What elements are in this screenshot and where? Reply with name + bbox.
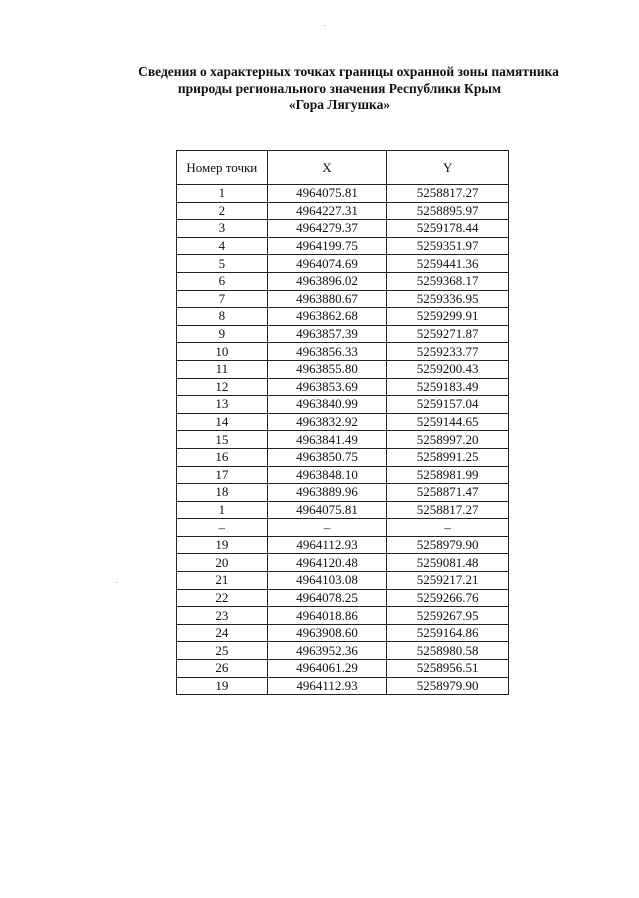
document-title — [0, 64, 639, 114]
table-body — [177, 185, 509, 695]
cell-x: 4964075.81 — [267, 185, 387, 203]
cell-x: 4963832.92 — [267, 413, 387, 431]
cell-x: 4963848.10 — [267, 466, 387, 484]
header-point-number: Номер точки — [177, 151, 268, 185]
scan-speck — [116, 582, 117, 583]
cell-y: 5259336.95 — [387, 290, 509, 308]
cell-point-number: 1 — [177, 501, 268, 519]
cell-y: 5259266.76 — [387, 589, 509, 607]
table-row — [177, 589, 509, 607]
table-header-row — [177, 151, 509, 185]
title-line-2: природы регионального значения Республики Крым — [177, 80, 502, 96]
cell-y: 5258980.58 — [387, 642, 509, 660]
cell-y: 5258817.27 — [387, 501, 509, 519]
cell-y: 5258817.27 — [387, 185, 509, 203]
cell-point-number: 19 — [177, 536, 268, 554]
cell-y: 5258979.90 — [387, 536, 509, 554]
cell-y: 5259267.95 — [387, 607, 509, 625]
cell-x: 4964103.08 — [267, 572, 387, 590]
cell-point-number: 11 — [177, 360, 268, 378]
cell-x: 4964112.93 — [267, 536, 387, 554]
cell-point-number: 8 — [177, 308, 268, 326]
table-row — [177, 677, 509, 695]
cell-x: 4963952.36 — [267, 642, 387, 660]
cell-point-number: – — [177, 519, 268, 537]
coordinates-table — [176, 150, 509, 695]
table-row — [177, 396, 509, 414]
cell-y: 5258895.97 — [387, 202, 509, 220]
cell-y: 5259351.97 — [387, 237, 509, 255]
table-row — [177, 484, 509, 502]
cell-y: 5259441.36 — [387, 255, 509, 273]
cell-x: 4964112.93 — [267, 677, 387, 695]
table-row — [177, 660, 509, 678]
cell-point-number: 1 — [177, 185, 268, 203]
cell-y: 5259233.77 — [387, 343, 509, 361]
cell-point-number: 25 — [177, 642, 268, 660]
cell-x: 4963889.96 — [267, 484, 387, 502]
table-row — [177, 237, 509, 255]
cell-y: 5259178.44 — [387, 220, 509, 238]
cell-x: 4964227.31 — [267, 202, 387, 220]
cell-y: 5259081.48 — [387, 554, 509, 572]
cell-point-number: 7 — [177, 290, 268, 308]
table-row — [177, 185, 509, 203]
cell-y: 5259183.49 — [387, 378, 509, 396]
table-row — [177, 572, 509, 590]
table-row — [177, 554, 509, 572]
table-row — [177, 255, 509, 273]
cell-y: 5258979.90 — [387, 677, 509, 695]
cell-y: 5259157.04 — [387, 396, 509, 414]
cell-x: 4963841.49 — [267, 431, 387, 449]
cell-y: – — [387, 519, 509, 537]
cell-x: 4964074.69 — [267, 255, 387, 273]
table-row — [177, 308, 509, 326]
cell-point-number: 3 — [177, 220, 268, 238]
cell-x: 4964078.25 — [267, 589, 387, 607]
table-row — [177, 413, 509, 431]
cell-x: 4964018.86 — [267, 607, 387, 625]
cell-x: 4963908.60 — [267, 624, 387, 642]
cell-point-number: 6 — [177, 272, 268, 290]
cell-x: 4963855.80 — [267, 360, 387, 378]
cell-y: 5259368.17 — [387, 272, 509, 290]
table-row — [177, 360, 509, 378]
table-row — [177, 272, 509, 290]
cell-point-number: 2 — [177, 202, 268, 220]
table-row — [177, 536, 509, 554]
cell-x: 4963880.67 — [267, 290, 387, 308]
title-line-3: «Гора Лягушка» — [288, 97, 391, 112]
header-x: X — [267, 151, 387, 185]
cell-x: 4964199.75 — [267, 237, 387, 255]
cell-y: 5259200.43 — [387, 360, 509, 378]
cell-x: 4963856.33 — [267, 343, 387, 361]
table-row — [177, 607, 509, 625]
cell-point-number: 24 — [177, 624, 268, 642]
cell-y: 5258871.47 — [387, 484, 509, 502]
cell-y: 5258981.99 — [387, 466, 509, 484]
table-row — [177, 343, 509, 361]
table-row — [177, 501, 509, 519]
cell-x: 4963850.75 — [267, 448, 387, 466]
cell-point-number: 16 — [177, 448, 268, 466]
cell-y: 5259299.91 — [387, 308, 509, 326]
cell-y: 5258997.20 — [387, 431, 509, 449]
cell-y: 5259217.21 — [387, 572, 509, 590]
table-row — [177, 220, 509, 238]
cell-point-number: 19 — [177, 677, 268, 695]
table-row — [177, 290, 509, 308]
cell-x: 4963862.68 — [267, 308, 387, 326]
cell-point-number: 12 — [177, 378, 268, 396]
cell-point-number: 9 — [177, 325, 268, 343]
table-row — [177, 519, 509, 537]
table-row — [177, 325, 509, 343]
table-row — [177, 624, 509, 642]
cell-y: 5259144.65 — [387, 413, 509, 431]
table-row — [177, 448, 509, 466]
scan-speck — [324, 25, 325, 26]
cell-point-number: 26 — [177, 660, 268, 678]
cell-x: 4963896.02 — [267, 272, 387, 290]
cell-point-number: 15 — [177, 431, 268, 449]
cell-point-number: 13 — [177, 396, 268, 414]
table-row — [177, 202, 509, 220]
cell-x: – — [267, 519, 387, 537]
cell-point-number: 14 — [177, 413, 268, 431]
cell-x: 4963857.39 — [267, 325, 387, 343]
title-line-1: Сведения о характерных точках границы охранной зоны памятника — [138, 64, 559, 79]
cell-x: 4964075.81 — [267, 501, 387, 519]
cell-point-number: 23 — [177, 607, 268, 625]
cell-x: 4964061.29 — [267, 660, 387, 678]
cell-x: 4963853.69 — [267, 378, 387, 396]
cell-x: 4964279.37 — [267, 220, 387, 238]
cell-y: 5258991.25 — [387, 448, 509, 466]
cell-point-number: 17 — [177, 466, 268, 484]
cell-point-number: 21 — [177, 572, 268, 590]
cell-y: 5259271.87 — [387, 325, 509, 343]
table-row — [177, 642, 509, 660]
cell-point-number: 20 — [177, 554, 268, 572]
cell-y: 5258956.51 — [387, 660, 509, 678]
cell-y: 5259164.86 — [387, 624, 509, 642]
cell-point-number: 22 — [177, 589, 268, 607]
cell-point-number: 10 — [177, 343, 268, 361]
cell-x: 4963840.99 — [267, 396, 387, 414]
cell-point-number: 18 — [177, 484, 268, 502]
cell-point-number: 5 — [177, 255, 268, 273]
cell-x: 4964120.48 — [267, 554, 387, 572]
table-row — [177, 466, 509, 484]
table-row — [177, 431, 509, 449]
header-y: Y — [387, 151, 509, 185]
table-row — [177, 378, 509, 396]
cell-point-number: 4 — [177, 237, 268, 255]
